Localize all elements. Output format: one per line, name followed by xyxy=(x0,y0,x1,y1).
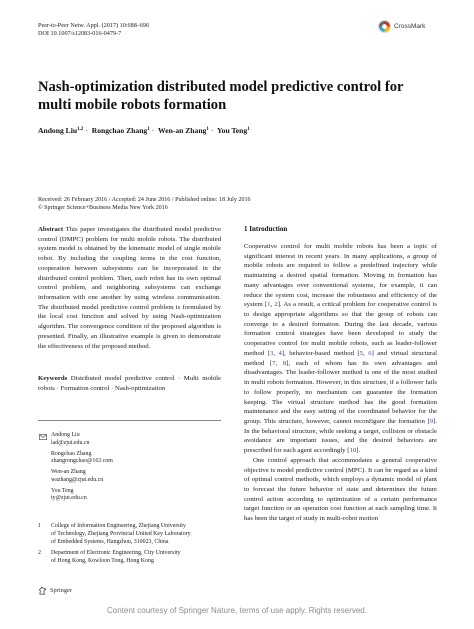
journal-citation xyxy=(38,22,149,39)
citation-link[interactable]: 3 xyxy=(269,349,274,357)
citation-link[interactable]: 4 xyxy=(278,349,282,357)
author-separator: · xyxy=(210,126,214,135)
keywords xyxy=(38,374,221,393)
affiliation xyxy=(38,550,221,566)
affiliation-line: College of Information Engineering, Zhejiang University xyxy=(51,523,186,529)
affiliation-number: 1 xyxy=(38,523,41,529)
author[interactable]: You Teng$^1$ xyxy=(217,126,250,135)
keywords-text: Distributed model predictive control · Multi mobile robots · Formation control · Nash-optimization xyxy=(38,375,221,392)
affiliation-line: of Hong Kong, Kowloon Tong, Hong Kong xyxy=(51,558,154,564)
springer-horse-icon xyxy=(38,586,47,595)
author-separator: · xyxy=(85,126,88,135)
intro-paragraph-1: Cooperative control for multi mobile robots has been a topic of significant interest in recent years. In many applications, a group of mobile robots are required to follow a predefined trajectory while maintaining a desired spatial formation. Moving in formation has many advantages over conventional systems, for example, it can reduce the system cost, increase the robustness and efficiency of the system [1, 2]. As a result, a critical problem for cooperative control is to design appropriate algorithms so that the group of robots can converge to a desired formation. During the last decade, various formation control strategies have been developed to study the cooperative control for multi mobile robots, such as leader-follower method [3, 4], behavior-based method [5, 6] and virtual structural method [7, 8], each of whom has its own advantages and disadvantages. The leader-follower method is one of the most studied in multi robots formation. However, in this structure, if a follower fails to follow properly, no mechanism can guarantee the formation keeping. The virtual structure method has the good formation maintenance and the easy setting of the coordinated behavior for the group. This structure, however, cannot reconfigure the formation [9]. In the behavioral structure, while seeking a target, collision or obstacle avoidance are important issues, and the desired behaviors are prescribed for each agent accordingly [10]. xyxy=(244,243,438,455)
copyright-line: © Springer Science+Business Media New York 2016 xyxy=(38,205,168,212)
affiliation-number: 2 xyxy=(38,550,41,557)
affiliations xyxy=(38,523,221,566)
abstract xyxy=(38,225,221,351)
corresponding-contacts xyxy=(38,432,221,503)
citation-link[interactable]: 9 xyxy=(429,417,434,425)
publisher-name: Springer xyxy=(50,587,73,594)
citation-link[interactable]: 2 xyxy=(274,301,278,309)
crossmark-badge[interactable] xyxy=(378,20,425,33)
doi-line: DOI 10.1007/s12083-016-0479-7 xyxy=(38,30,122,38)
crossmark-label: CrossMark xyxy=(394,23,426,30)
author[interactable]: Andong Liu$^{1,2}$ xyxy=(38,126,84,135)
publisher-logo xyxy=(38,586,72,595)
contact-name: Rongchao Zhang xyxy=(51,450,92,457)
citation-link[interactable]: 6 xyxy=(368,349,372,357)
contact-email[interactable]: zhangrongchao@163.com xyxy=(51,458,113,465)
envelope-icon xyxy=(39,434,47,440)
publication-dates xyxy=(38,196,251,213)
author[interactable]: Wen-an Zhang$^1$ xyxy=(158,126,209,135)
contact-name: You Teng xyxy=(51,487,74,494)
intro-paragraph-2: One control approach that accommodates a general cooperative objective is model predictive control (MPC). It can be regard as a kind of optimal control methods, which employs a dynamic model of plant to forecast the future behavior of state and determines the future control action according to optimization of a certain performance target function or an operation cost function at each sampling time. It has been the target of study in multi-robot motion xyxy=(244,456,437,523)
affiliation-line: of Embedded Systems, Hangzhou, 310023, China xyxy=(51,538,169,545)
affiliation-line: of Technology, Zhejiang Provincial United Key Laboratory xyxy=(51,530,191,537)
author-list xyxy=(38,126,250,135)
footer-notice: Content courtesy of Springer Nature, terms of use apply. Rights reserved. xyxy=(107,606,367,615)
section-heading: 1 Introduction xyxy=(244,225,288,233)
crossmark-icon xyxy=(378,20,391,33)
abstract-text: This paper investigates the distributed model predictive control (DMPC) problem for multi mobile robots. The distributed system model is obtained by the kinematic model of single mobile robot. By including the coupling terms in the cost function, cooperation between subsystems can be incorporated in the distributed control problem. Then, each robot has its own optimal control problem, and neighboring subsystems can exchange information with one another by using wireless communication. The distributed model predictive control problem is formulated by the local cost function and solved by using Nash-optimization algorithm. The convergence condition of the proposed algorithm is presented. Finally, an illustrative example is given to demonstrate the effectiveness of the proposed method. xyxy=(38,226,221,350)
contact-email[interactable]: wazhang@zjut.edu.cn xyxy=(51,476,104,483)
keywords-label: Keywords xyxy=(38,375,68,382)
introduction-body xyxy=(244,242,437,524)
affiliation xyxy=(38,523,221,546)
history-line: Received: 26 February 2016 / Accepted: 24 June 2016 / Published online: 18 July 2016 xyxy=(38,197,251,203)
abstract-label: Abstract xyxy=(38,226,64,233)
divider xyxy=(38,420,221,421)
contact-name: Andong Liu xyxy=(51,432,80,438)
author-separator: · xyxy=(151,126,155,135)
citation-link[interactable]: 1 xyxy=(267,301,271,309)
journal-line: Peer-to-Peer Netw. Appl. (2017) 10:688–696 xyxy=(38,22,150,29)
contact-email[interactable]: ty@zjut.edu.cn xyxy=(51,495,87,502)
paper-title: Nash-optimization distributed model predictive control for multi mobile robots formation xyxy=(38,79,404,113)
affiliation-line: Department of Electronic Engineering, City University xyxy=(51,550,181,557)
contact-name: Wen-an Zhang xyxy=(51,469,86,475)
author[interactable]: Rongchao Zhang$^1$ xyxy=(91,126,150,135)
citation-link[interactable]: 5 xyxy=(359,349,364,357)
citation-link[interactable]: 10 xyxy=(349,447,357,455)
citation-link[interactable]: 7 xyxy=(272,359,276,367)
citation-link[interactable]: 8 xyxy=(282,359,287,367)
contact-email[interactable]: lad@zjut.edu.cn xyxy=(51,439,90,446)
